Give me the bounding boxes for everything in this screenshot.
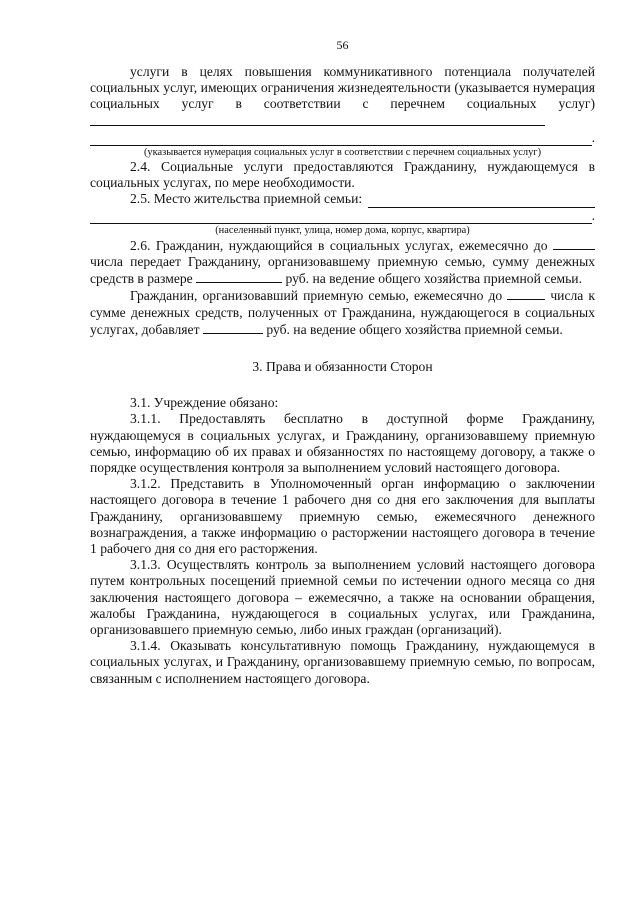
clause-2-6-day-blank [553,237,595,250]
services-fill-line [90,113,545,126]
clause-2-6-b-part2: числа к сумме денежных средств, полученных от Гражданина, нуждающегося в социальных услугах, добавляет [90,288,595,337]
document-body [90,64,595,687]
clause-3-1-2: 3.1.2. Представить в Уполномоченный орган информацию о заключении настоящего договора в течение 1 рабочего дня со дня его заключения для выплаты Гражданину, организовавшему приемную семью, ежемесячного денежного вознаграждения, а также информацию о расторжении настоящего договора в течение 1 рабочего дня со дня его расторжения. [90,476,595,557]
clause-2-6-b-day-blank [507,287,545,300]
clause-2-6-b [90,287,595,338]
clause-3-1-3: 3.1.3. Осуществлять контроль за выполнением условий настоящего договора путем контрольных посещений приемной семьи по истечении одного месяца со дня заключения настоящего договора – ежемесячно, а также на основании обращения, жалобы Гражданина, нуждающегося в социальных услугах, или Гражданина, организовавшего приемную семью, либо иных граждан (организаций). [90,557,595,638]
address-caption: (населенный пункт, улица, номер дома, корпус, квартира) [215,224,470,236]
clause-3-1: 3.1. Учреждение обязано: [130,395,279,411]
clause-2-6-part2: числа передает Гражданину, организовавшему приемную семью, сумму денежных средств в размере [90,253,595,287]
services-trailing-mark: . [591,129,595,145]
services-blank-line [90,133,592,146]
clause-2-4: 2.4. Социальные услуги предоставляются Гражданину, нуждающемуся в социальных услугах, по мере необходимости. [90,159,595,191]
services-paragraph [90,64,595,130]
clause-2-6-part3: руб. на ведение общего хозяйства приемной семьи. [285,271,582,287]
address-trailing-mark: . [591,207,595,223]
clause-3-1-4: 3.1.4. Оказывать консультативную помощь Гражданину, нуждающемуся в социальных услугах, и Гражданину, организовавшему приемную семью, по вопросам, связанным с исполнением настоящего договора. [90,638,595,686]
section-3-title: 3. Права и обязанности Сторон [252,359,433,374]
clause-2-6-part1: 2.6. Гражданин, нуждающийся в социальных услугах, ежемесячно до [130,237,548,253]
clause-2-6-b-part1: Гражданин, организовавший приемную семью, ежемесячно до [130,288,503,304]
address-fill-line-2 [90,208,595,224]
services-fill-line-2 [90,130,595,146]
page-number: 56 [336,38,349,52]
clause-3-1-1: 3.1.1. Предоставлять бесплатно в доступной форме Гражданину, нуждающемуся в социальных услугах, и Гражданину, организовавшему приемную семью, информацию об их правах и обязанностях по настоящему договору, а также о порядке осуществления контроля за выполнением условий настоящего договора. [90,411,595,476]
clause-2-6 [90,237,595,288]
clause-2-5-label: 2.5. Место жительства приемной семьи: [130,191,363,207]
address-fill-line [368,195,595,208]
clause-2-6-b-amount-blank [203,321,263,334]
services-paragraph-text: услуги в целях повышения коммуникативного потенциала получателей социальных услуг, имеющих ограничения жизнедеятельности (указывается нумерация социальных услуг в соответствии с перечнем социальных услуг) [90,64,595,112]
clause-2-6-b-part3: руб. на ведение общего хозяйства приемной семьи. [266,321,563,337]
clause-2-5 [90,191,595,207]
address-blank-line [90,211,592,224]
services-caption: (указывается нумерация социальных услуг в соответствии с перечнем социальных услуг) [143,147,542,158]
clause-2-6-amount-blank [196,270,282,283]
